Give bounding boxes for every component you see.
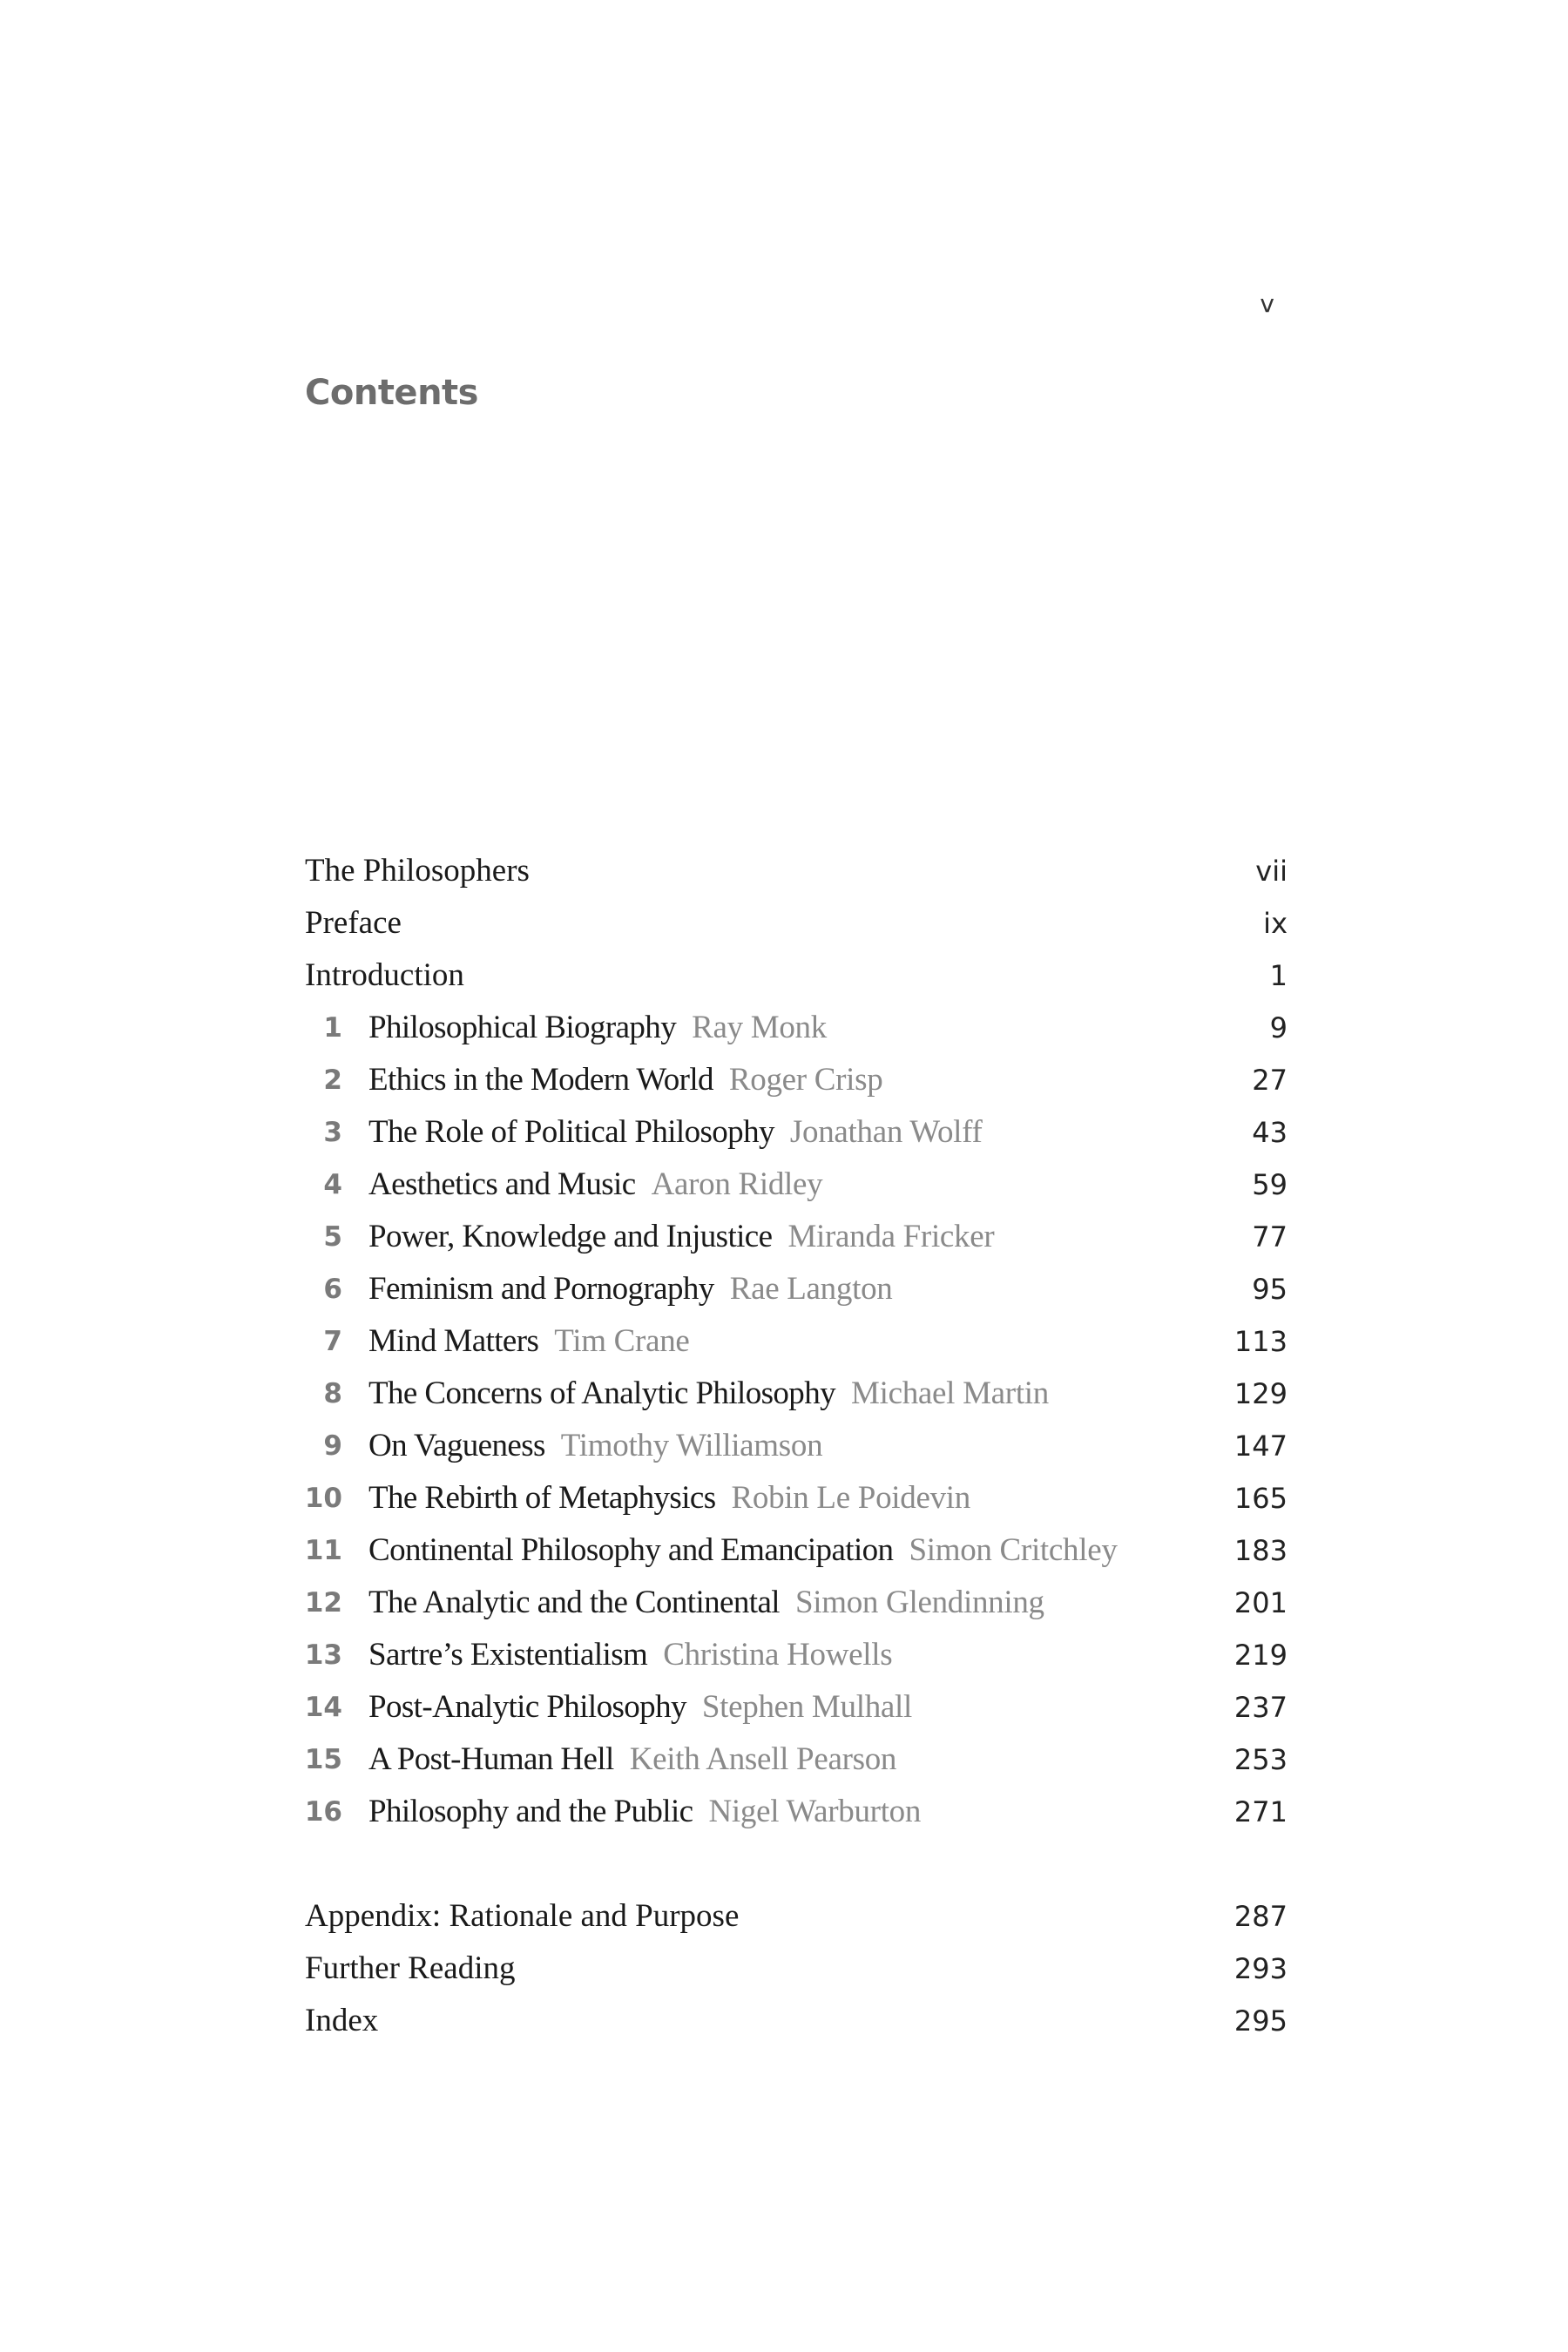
chapter-text (368, 1054, 882, 1112)
page-number: 271 (1233, 1795, 1288, 1828)
chapter-number: 7 (323, 1326, 342, 1357)
chapter-author: Simon Critchley (909, 1532, 1118, 1568)
chapter-author: Robin Le Poidevin (731, 1480, 970, 1516)
page-number: vii (1255, 855, 1288, 888)
front-matter-list (305, 845, 1288, 1002)
chapter-number: 9 (323, 1430, 342, 1462)
page-number: 77 (1252, 1220, 1288, 1254)
chapter-author: Miranda Fricker (787, 1219, 995, 1254)
page-number: 1 (1269, 959, 1288, 992)
page-number: 295 (1233, 2004, 1288, 2038)
chapter-text (368, 1263, 892, 1321)
page-number: 253 (1233, 1743, 1288, 1776)
toc-entry[interactable] (305, 897, 1288, 950)
page-number: 293 (1233, 1952, 1288, 1985)
chapter-author: Aaron Ridley (651, 1166, 823, 1202)
entry-title: Further Reading (305, 1950, 516, 1986)
entry-title: Preface (305, 905, 402, 941)
chapter-author: Nigel Warburton (708, 1794, 922, 1829)
chapter-list (305, 1002, 1288, 1838)
chapter-entry[interactable] (305, 1420, 1288, 1472)
chapter-title: Philosophy and the Public (368, 1794, 693, 1829)
chapter-number: 1 (323, 1012, 342, 1044)
chapter-number: 12 (304, 1587, 342, 1619)
chapter-title: Feminism and Pornography (368, 1271, 714, 1307)
chapter-title: Post-Analytic Philosophy (368, 1689, 686, 1725)
chapter-title: The Role of Political Philosophy (368, 1114, 774, 1150)
page-number: 147 (1233, 1429, 1288, 1463)
chapter-text (368, 1159, 822, 1217)
page-number: 43 (1252, 1116, 1288, 1149)
chapter-number: 14 (304, 1692, 342, 1723)
page-number: ix (1263, 907, 1288, 940)
chapter-title: Philosophical Biography (368, 1010, 677, 1045)
chapter-title: Aesthetics and Music (368, 1166, 636, 1202)
chapter-text (368, 1315, 690, 1374)
page-number: 95 (1252, 1273, 1288, 1306)
chapter-text (368, 1734, 896, 1792)
chapter-entry[interactable] (305, 1368, 1288, 1420)
chapter-text (368, 1368, 1049, 1426)
toc-entry[interactable] (305, 950, 1288, 1002)
chapter-title: A Post-Human Hell (368, 1741, 614, 1777)
chapter-author: Roger Crisp (728, 1062, 883, 1098)
chapter-author: Christina Howells (663, 1637, 893, 1673)
chapter-title: Mind Matters (368, 1323, 539, 1359)
chapter-number: 11 (304, 1535, 342, 1566)
chapter-entry[interactable] (305, 1524, 1288, 1577)
page-number: 183 (1233, 1534, 1288, 1567)
chapter-entry[interactable] (305, 1681, 1288, 1734)
chapter-title: Power, Knowledge and Injustice (368, 1219, 773, 1254)
chapter-text (368, 1211, 994, 1269)
entry-title: Index (305, 2003, 379, 2038)
chapter-title: The Analytic and the Continental (368, 1585, 780, 1620)
toc-entry[interactable] (305, 1890, 1288, 1943)
chapter-entry[interactable] (305, 1159, 1288, 1211)
chapter-number: 16 (304, 1796, 342, 1828)
chapter-entry[interactable] (305, 1786, 1288, 1838)
page-title: Contents (305, 373, 478, 413)
chapter-number: 13 (304, 1639, 342, 1671)
chapter-text (368, 1629, 892, 1687)
chapter-number: 10 (304, 1483, 342, 1514)
chapter-author: Stephen Mulhall (701, 1689, 912, 1725)
page-number: 165 (1233, 1482, 1288, 1515)
chapter-author: Keith Ansell Pearson (629, 1741, 897, 1777)
chapter-entry[interactable] (305, 1577, 1288, 1629)
chapter-title: On Vagueness (368, 1428, 545, 1463)
chapter-entry[interactable] (305, 1211, 1288, 1263)
page-number: 27 (1252, 1064, 1288, 1097)
chapter-author: Michael Martin (851, 1375, 1049, 1411)
chapter-author: Simon Glendinning (794, 1585, 1044, 1620)
chapter-number: 5 (323, 1221, 342, 1253)
toc-entry[interactable] (305, 1995, 1288, 2047)
chapter-author: Ray Monk (692, 1010, 827, 1045)
entry-title: The Philosophers (305, 853, 530, 889)
page-number: 287 (1233, 1900, 1288, 1933)
page-number: 113 (1233, 1325, 1288, 1358)
chapter-text (368, 1524, 1118, 1583)
chapter-author: Tim Crane (554, 1323, 690, 1359)
chapter-title: Sartre’s Existentialism (368, 1637, 648, 1673)
chapter-text (368, 1472, 970, 1531)
chapter-entry[interactable] (305, 1106, 1288, 1159)
chapter-text (368, 1106, 983, 1165)
chapter-author: Jonathan Wolff (789, 1114, 983, 1150)
chapter-number: 8 (323, 1378, 342, 1409)
chapter-entry[interactable] (305, 1002, 1288, 1054)
page-number: 201 (1233, 1586, 1288, 1619)
chapter-author: Timothy Williamson (560, 1428, 823, 1463)
chapter-number: 15 (304, 1744, 342, 1775)
chapter-text (368, 1002, 827, 1060)
chapter-number: 3 (323, 1117, 342, 1148)
chapter-number: 6 (323, 1274, 342, 1305)
toc-entry[interactable] (305, 1943, 1288, 1995)
chapter-text (368, 1577, 1044, 1635)
entry-title: Introduction (305, 957, 464, 993)
chapter-title: The Concerns of Analytic Philosophy (368, 1375, 835, 1411)
chapter-entry[interactable] (305, 1734, 1288, 1786)
chapter-text (368, 1786, 921, 1844)
chapter-author: Rae Langton (729, 1271, 893, 1307)
chapter-title: Continental Philosophy and Emancipation (368, 1532, 894, 1568)
entry-title: Appendix: Rationale and Purpose (305, 1898, 740, 1934)
chapter-entry[interactable] (305, 1263, 1288, 1315)
chapter-text (368, 1681, 912, 1740)
chapter-text (368, 1420, 822, 1478)
chapter-title: The Rebirth of Metaphysics (368, 1480, 716, 1516)
chapter-entry[interactable] (305, 1315, 1288, 1368)
toc-entry[interactable] (305, 845, 1288, 897)
back-matter-list (305, 1890, 1288, 2047)
chapter-entry[interactable] (305, 1054, 1288, 1106)
page-number: 9 (1269, 1011, 1288, 1044)
page-number: 219 (1233, 1639, 1288, 1672)
page-number: 59 (1252, 1168, 1288, 1201)
page-folio: v (1260, 289, 1274, 318)
chapter-entry[interactable] (305, 1629, 1288, 1681)
page-number: 129 (1233, 1377, 1288, 1410)
page-number: 237 (1233, 1691, 1288, 1724)
chapter-number: 2 (323, 1064, 342, 1096)
chapter-number: 4 (323, 1169, 342, 1200)
chapter-entry[interactable] (305, 1472, 1288, 1524)
chapter-title: Ethics in the Modern World (368, 1062, 713, 1098)
